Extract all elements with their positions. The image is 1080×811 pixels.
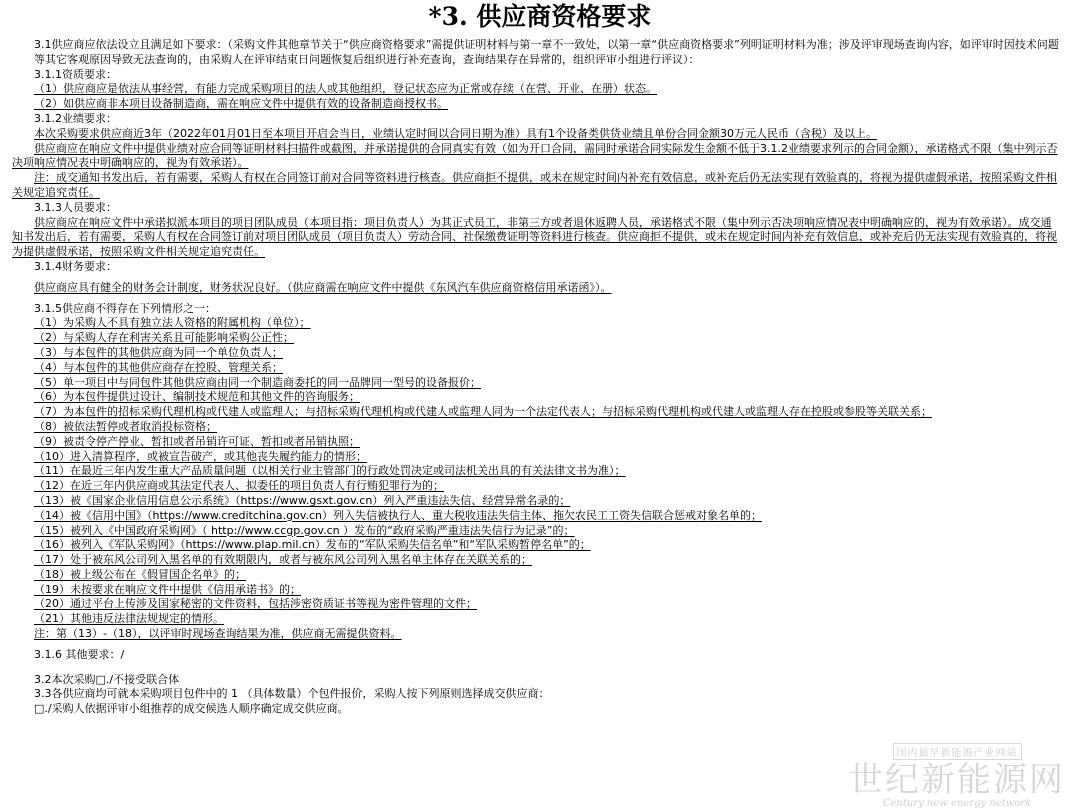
list-item: （10）进入清算程序，或被宣告破产，或其他丧失履约能力的情形； xyxy=(34,449,367,463)
list-item: （18）被上级公布在《假冒国企名单》的； xyxy=(34,567,246,581)
list-item: （12）在近三年内供应商或其法定代表人、拟委任的项目负责人有行贿犯罪行为的； xyxy=(34,479,444,493)
list-item: （17）处于被东风公司列入黑名单的有效期限内，或者与被东风公司列入黑名单主体存在关联关系的； xyxy=(34,553,532,567)
list-item: （9）被责令停产停业、暂扣或者吊销许可证、暂扣或者吊销执照； xyxy=(34,434,360,448)
performance-note: 注：成交通知书发出后，若有需要，采购人有权在合同签订前对合同等资料进行核查。供应商拒不提供，或未在规定时间内补充有效信息，或补充后仍无法实现有效验真的，将视为提供虚假承诺，按照采购文件相关规定追究责任。 xyxy=(12,171,1057,199)
heading-3-1-1: 3.1.1资质要求： xyxy=(34,67,117,81)
document-body xyxy=(12,38,1062,717)
finance-paragraph: 供应商应具有健全的财务会计制度，财务状况良好。（供应商需在响应文件中提供《东风汽车供应商资格信用承诺函》）。 xyxy=(34,280,612,294)
heading-3-1-3: 3.1.3人员要求： xyxy=(34,200,117,214)
other-requirements: 3.1.6 其他要求：/ xyxy=(34,647,125,661)
list-item: （1）供应商应是依法从事经营，有能力完成采购项目的法人或其他组织，登记状态应为正常或存续（在营、开业、在册）状态。 xyxy=(34,82,657,96)
personnel-paragraph: 供应商应在响应文件中承诺拟派本项目的项目团队成员（本项目指：项目负责人）为其正式员工，非第三方或者退休返聘人员，承诺格式不限（集中列示否决项响应情况表中明确响应的，视为有效承诺）。成交通知书发出后，若有需要，采购人有权在合同签订前对项目团队成员（项目负责人）劳动合同、社保缴费证明等资料进行核查。供应商拒不提供，或未在规定时间内补充有效信息，或补充后仍无法实现有效验真的，将视为提供虚假承诺，按照采购文件相关规定追究责任。 xyxy=(12,215,1057,259)
list-item: （1）为采购人不具有独立法人资格的附属机构（单位）； xyxy=(34,316,311,330)
list-item: （21）其他违反法律法规规定的情形。 xyxy=(34,612,224,626)
exclusion-note: 注：第（13）-（18），以评审时现场查询结果为准，供应商无需提供资料。 xyxy=(34,627,402,641)
watermark-logo xyxy=(842,741,1072,807)
page-title: *3. 供应商资格要求 xyxy=(428,2,652,31)
consortium-clause: 3.2本次采购□./不接受联合体 xyxy=(34,672,180,686)
heading-3-1-4: 3.1.4财务要求： xyxy=(34,259,117,273)
list-item: （13）被《国家企业信用信息公示系统》（https://www.gsxt.gov.cn）列入严重违法失信、经营异常名录的； xyxy=(34,493,571,507)
list-item: （4）与本包件的其他供应商存在控股、管理关系； xyxy=(34,360,283,374)
list-item: （16）被列入《军队采购网》（https://www.plap.mil.cn）发布的“军队采购失信名单”和“军队采购暂停名单”的； xyxy=(34,538,591,552)
list-item: （8）被依法暂停或者取消投标资格； xyxy=(34,419,217,433)
list-item: （20）通过平台上传涉及国家秘密的文件资料，包括涉密资质证书等视为密件管理的文件； xyxy=(34,597,477,611)
list-item: （2）与采购人存在利害关系且可能影响采购公正性； xyxy=(34,331,294,345)
watermark-english: Century new energy network xyxy=(882,798,1032,809)
performance-proof-paragraph: 供应商应在响应文件中提供业绩对应合同等证明材料扫描件或截图，并承诺提供的合同真实有效（如为开口合同，需同时承诺合同实际发生金额不低于3.1.2业绩要求列示的合同金额），承诺格式不限（集中列示否决项响应情况表中明确响应的，视为有效承诺）。 xyxy=(12,141,1058,170)
package-bid-clause: 3.3各供应商均可就本采购项目包件中的 1 （具体数量）个包件报价，采购人按下列原则选择成交供应商： xyxy=(34,687,550,701)
list-item: （2）如供应商非本项目设备制造商，需在响应文件中提供有效的设备制造商授权书。 xyxy=(34,97,448,111)
list-item: （14）被《信用中国》（https://www.creditchina.gov.cn）列入失信被执行人、重大税收违法失信主体、拖欠农民工工资失信联合惩戒对象名单的； xyxy=(34,508,763,522)
list-item: （19）未按要求在响应文件中提供《信用承诺书》的； xyxy=(34,582,301,596)
list-item: （11）在最近三年内发生重大产品质量问题（以相关行业主管部门的行政处罚决定或司法机关出具的有关法律文书为准）； xyxy=(34,464,626,478)
list-item: （6）为本包件提供过设计、编制技术规范和其他文件的咨询服务； xyxy=(34,390,360,404)
award-principle: □./采购人依据评审小组推荐的成交候选人顺序确定成交供应商。 xyxy=(34,702,349,716)
performance-paragraph: 本次采购要求供应商近3年（2022年01月01日至本项目开启会当日，业绩认定时间以合同日期为准）具有1个设备类供货业绩且单份合同金额30万元人民币（含税）及以上。 xyxy=(34,126,877,140)
heading-3-1-2: 3.1.2业绩要求： xyxy=(34,111,117,125)
intro-paragraph: 3.1供应商应依法设立且满足如下要求：（采购文件其他章节关于“供应商资格要求”需提供证明材料与第一章不一致处，以第一章“供应商资格要求”列明证明材料为准；涉及评审现场查询内容，如评审时因技术问题等其它客观原因导致无法查询的，由采购人在评审结束日问题恢复后组织进行补充查询，查询结果存在异常的，组织评审小组进行评议）： xyxy=(34,38,1059,66)
list-item: （3）与本包件的其他供应商为同一个单位负责人； xyxy=(34,345,283,359)
watermark-tagline: 国内最早新能源产业网站 xyxy=(893,743,1022,760)
exclusion-list xyxy=(12,316,1062,627)
list-item: （7）为本包件的招标采购代理机构或代建人或监理人；与招标采购代理机构或代建人或监理人同为一个法定代表人；与招标采购代理机构或代建人或监理人存在控股或参股等关联关系； xyxy=(34,405,932,419)
heading-3-1-5: 3.1.5供应商不得存在下列情形之一： xyxy=(34,301,216,315)
list-item: （15）被列入《中国政府采购网》（ http://www.ccgp.gov.cn ）发布的“政府采购严重违法失信行为记录”的； xyxy=(34,523,575,537)
list-item: （5）单一项目中与同包件其他供应商由同一个制造商委托的同一品牌同一型号的设备报价； xyxy=(34,375,481,389)
watermark-name: 世纪新能源网 xyxy=(849,760,1065,800)
